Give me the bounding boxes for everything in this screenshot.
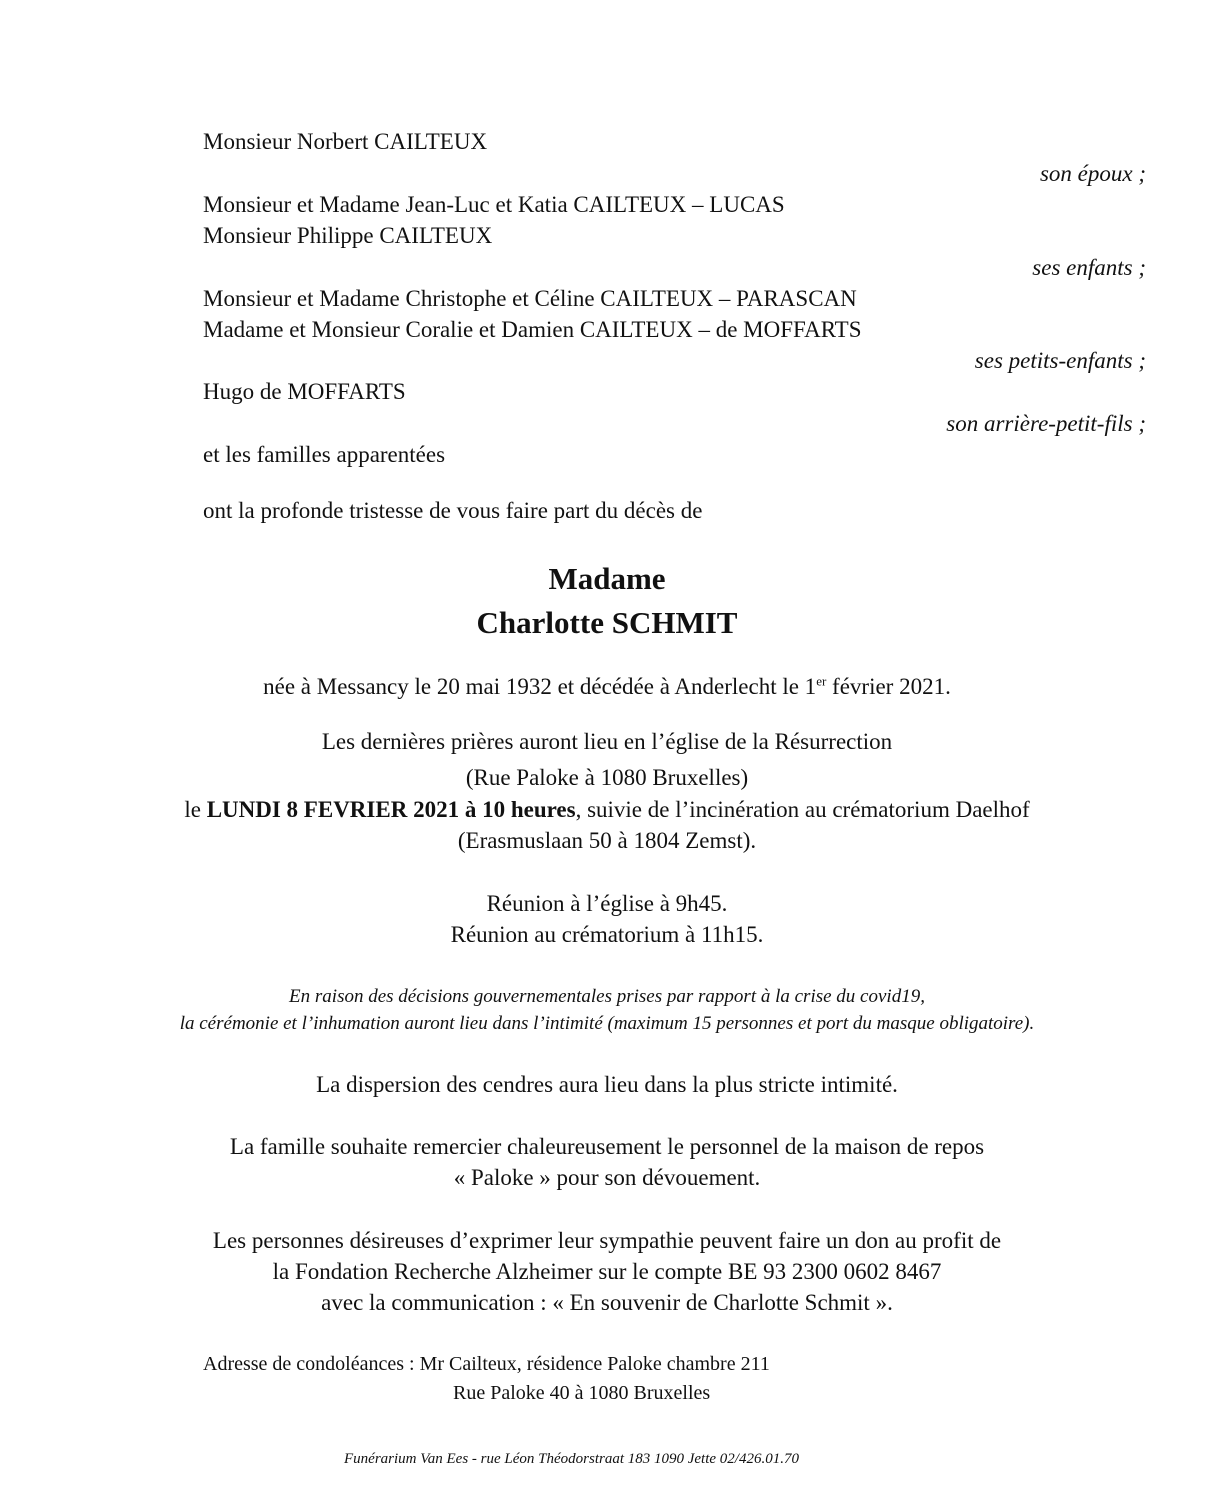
child-name-1: Monsieur et Madame Jean-Luc et Katia CAILTEUX – LUCAS: [203, 192, 785, 217]
funeral-home-footer: Funérarium Van Ees - rue Léon Théodorstraat 183 1090 Jette 02/426.01.70: [344, 1451, 799, 1467]
ceremony-line-2: (Rue Paloke à 1080 Bruxelles): [465, 765, 749, 790]
deceased-title: Madame: [548, 561, 666, 596]
ceremony-line-1: Les dernières prières auront lieu en l’église de la Résurrection: [321, 729, 893, 754]
ceremony-line-4: (Erasmuslaan 50 à 1804 Zemst).: [457, 828, 757, 853]
deceased-name: Charlotte SCHMIT: [476, 605, 738, 640]
ceremony-line-3: [0, 796, 1214, 824]
children-relation: ses enfants ;: [1032, 255, 1146, 280]
meeting-crematorium: Réunion au crématorium à 11h15.: [450, 922, 764, 947]
donation-line-2: la Fondation Recherche Alzheimer sur le compte BE 93 2300 0602 8467: [272, 1259, 942, 1284]
birth-death-line: [0, 673, 1214, 701]
birth-death-sup: er: [816, 673, 827, 689]
meeting-church: Réunion à l’église à 9h45.: [486, 891, 728, 916]
grandchild-name-1: Monsieur et Madame Christophe et Céline CAILTEUX – PARASCAN: [203, 286, 857, 311]
great-grandchild-name: Hugo de MOFFARTS: [203, 379, 406, 404]
ceremony-line-3-suffix: , suivie de l’incinération au crématorium Daelhof: [575, 797, 1030, 822]
husband-relation: son époux ;: [1039, 161, 1146, 186]
condolences-line-1: Adresse de condoléances : Mr Cailteux, résidence Paloke chambre 211: [203, 1353, 770, 1375]
dispersion: La dispersion des cendres aura lieu dans la plus stricte intimité.: [316, 1072, 898, 1097]
announcement: ont la profonde tristesse de vous faire part du décès de: [203, 498, 703, 523]
ceremony-line-3-prefix: le: [184, 797, 207, 822]
covid-notice-line-1: En raison des décisions gouvernementales prises par rapport à la crise du covid19,: [289, 986, 925, 1007]
covid-notice-line-2: la cérémonie et l’inhumation auront lieu dans l’intimité (maximum 15 personnes et port du masque obligatoire).: [179, 1013, 1035, 1034]
thanks-line-1: La famille souhaite remercier chaleureusement le personnel de la maison de repos: [229, 1134, 985, 1159]
ceremony-date: LUNDI 8 FEVRIER 2021 à 10 heures: [206, 797, 576, 822]
donation-line-1: Les personnes désireuses d’exprimer leur sympathie peuvent faire un don au profit de: [212, 1228, 1002, 1253]
birth-death-prefix: née à Messancy le 20 mai 1932 et décédée à Anderlecht le 1: [263, 674, 817, 699]
donation-line-3: avec la communication : « En souvenir de Charlotte Schmit ».: [321, 1290, 893, 1315]
grandchild-name-2: Madame et Monsieur Coralie et Damien CAILTEUX – de MOFFARTS: [203, 317, 862, 342]
grandchildren-relation: ses petits-enfants ;: [974, 348, 1146, 373]
thanks-line-2: « Paloke » pour son dévouement.: [453, 1165, 761, 1190]
child-name-2: Monsieur Philippe CAILTEUX: [203, 223, 493, 248]
related-families: et les familles apparentées: [203, 442, 446, 467]
great-grandchild-relation: son arrière-petit-fils ;: [946, 411, 1146, 436]
condolences-line-2: Rue Paloke 40 à 1080 Bruxelles: [453, 1382, 711, 1404]
husband-name: Monsieur Norbert CAILTEUX: [203, 129, 488, 154]
birth-death-suffix: février 2021.: [826, 674, 951, 699]
